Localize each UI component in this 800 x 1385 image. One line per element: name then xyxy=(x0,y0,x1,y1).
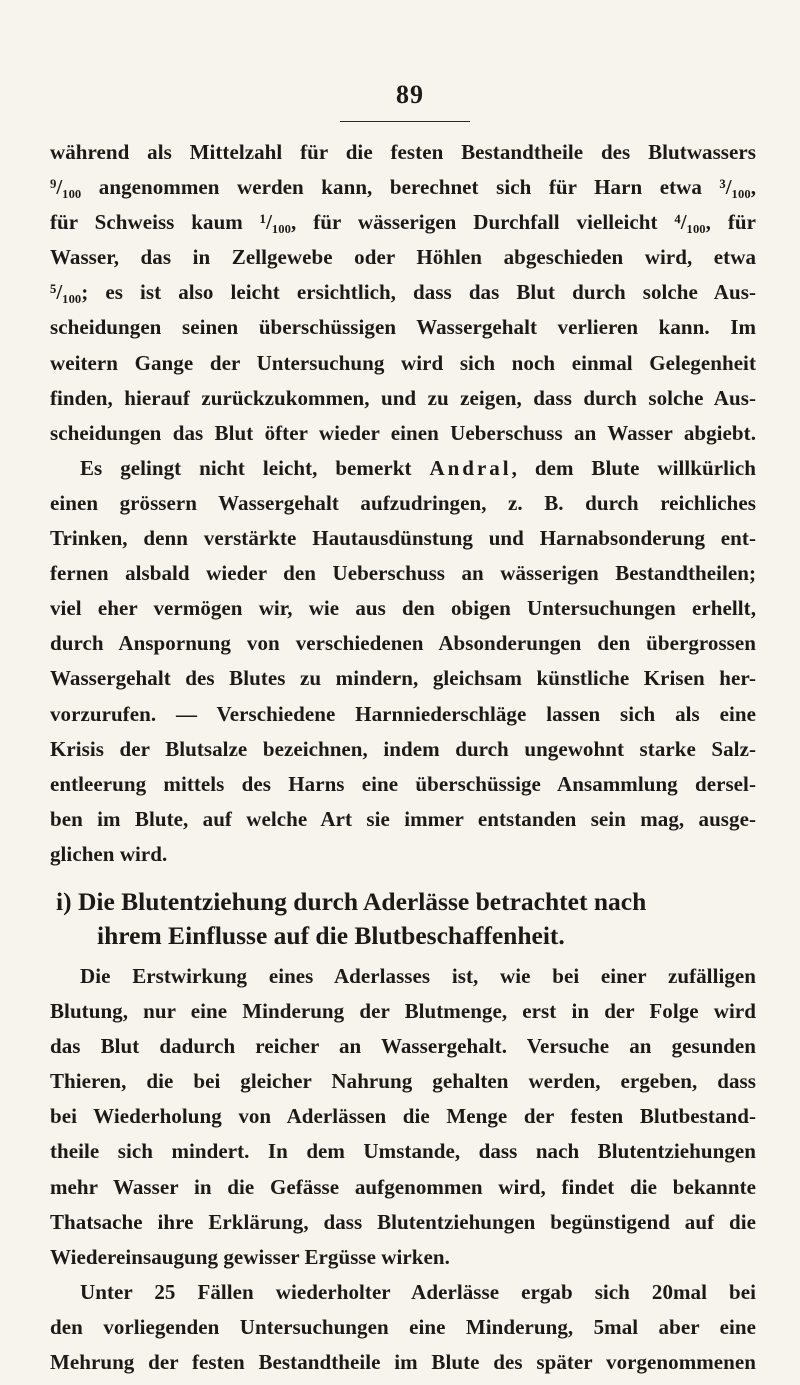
paragraph-2 xyxy=(50,451,756,872)
section-heading xyxy=(50,885,756,953)
text-line: fernen alsbald wieder den Ueberschuss an wässerigen Bestandtheilen; xyxy=(50,561,756,586)
text-line: finden, hierauf zurückzukommen, und zu zeigen, dass durch solche Aus- xyxy=(50,385,756,410)
text-line: für Schweiss kaum ¹/₁₀₀, für wässerigen Durchfall vielleicht ⁴/₁₀₀, für xyxy=(50,210,756,235)
text-line: Die Erstwirkung eines Aderlasses ist, wie bei einer zufälligen xyxy=(80,963,756,988)
body-text xyxy=(50,135,756,1380)
text-line: ⁹/₁₀₀ angenommen werden kann, berechnet sich für Harn etwa ³/₁₀₀, xyxy=(50,175,756,200)
book-page xyxy=(50,0,756,1385)
text-line: einen grössern Wassergehalt aufzudringen, z. B. durch reichliches xyxy=(50,490,756,515)
text-line: Mehrung der festen Bestandtheile im Blute des später vorgenommenen xyxy=(50,1350,756,1374)
text-line: scheidungen seinen überschüssigen Wassergehalt verlieren kann. Im xyxy=(50,315,756,340)
text-line: theile sich mindert. In dem Umstande, dass nach Blutentziehungen xyxy=(50,1139,756,1164)
text-line: bei Wiederholung von Aderlässen die Menge der festen Blutbestand- xyxy=(50,1104,756,1129)
text-line: glichen wird. xyxy=(50,841,168,866)
author-name: Andral xyxy=(429,455,512,480)
text-line: mehr Wasser in die Gefässe aufgenommen wird, findet die bekannte xyxy=(50,1174,756,1199)
text-line: Thieren, die bei gleicher Nahrung gehalten werden, ergeben, dass xyxy=(50,1069,756,1094)
text-line: durch Anspornung von verschiedenen Absonderungen den übergrossen xyxy=(50,631,756,656)
text-line: Wasser, das in Zellgewebe oder Höhlen abgeschieden wird, etwa xyxy=(50,245,756,270)
paragraph-3 xyxy=(50,959,756,1275)
text-line: Krisis der Blutsalze bezeichnen, indem durch ungewohnt starke Salz- xyxy=(50,736,756,761)
page-number: 89 xyxy=(396,80,424,109)
text-fragment: Es gelingt nicht leicht, bemerkt xyxy=(80,455,412,480)
header-rule xyxy=(340,121,470,122)
text-line: Blutung, nur eine Minderung der Blutmenge, erst in der Folge wird xyxy=(50,999,756,1024)
text-fragment: , dem Blute willkürlich xyxy=(511,455,756,480)
text-line: scheidungen das Blut öfter wieder einen Ueberschuss an Wasser abgiebt. xyxy=(50,420,756,445)
text-line: das Blut dadurch reicher an Wassergehalt. Versuche an gesunden xyxy=(50,1034,756,1059)
text-line: Trinken, denn verstärkte Hautausdünstung und Harnabsonderung ent- xyxy=(50,526,756,551)
paragraph-1 xyxy=(50,135,756,451)
text-line: während als Mittelzahl für die festen Bestandtheile des Blutwassers xyxy=(50,140,756,164)
section-heading-line: i) Die Blutentziehung durch Aderlässe betrachtet nach xyxy=(56,886,647,916)
text-line: Unter 25 Fällen wiederholter Aderlässe ergab sich 20mal bei xyxy=(80,1279,756,1304)
section-heading-line: ihrem Einflusse auf die Blutbeschaffenheit. xyxy=(97,920,565,950)
text-line: den vorliegenden Untersuchungen eine Minderung, 5mal aber eine xyxy=(50,1314,756,1339)
text-line: Wassergehalt des Blutes zu mindern, gleichsam künstliche Krisen her- xyxy=(50,666,756,691)
text-line: entleerung mittels des Harns eine überschüssige Ansammlung dersel- xyxy=(50,771,756,796)
text-line: vorzurufen. — Verschiedene Harnniederschläge lassen sich als eine xyxy=(50,701,756,726)
text-line: Thatsache ihre Erklärung, dass Blutentziehungen begünstigend auf die xyxy=(50,1209,756,1234)
text-line: weitern Gange der Untersuchung wird sich noch einmal Gelegenheit xyxy=(50,350,756,375)
paragraph-4 xyxy=(50,1275,756,1380)
text-line: ⁵/₁₀₀; es ist also leicht ersichtlich, dass das Blut durch solche Aus- xyxy=(50,280,756,305)
text-line xyxy=(50,451,756,486)
text-line: Wiedereinsaugung gewisser Ergüsse wirken. xyxy=(50,1244,450,1269)
text-line: viel eher vermögen wir, wie aus den obigen Untersuchungen erhellt, xyxy=(50,596,756,621)
text-line: ben im Blute, auf welche Art sie immer entstanden sein mag, ausge- xyxy=(50,806,756,831)
